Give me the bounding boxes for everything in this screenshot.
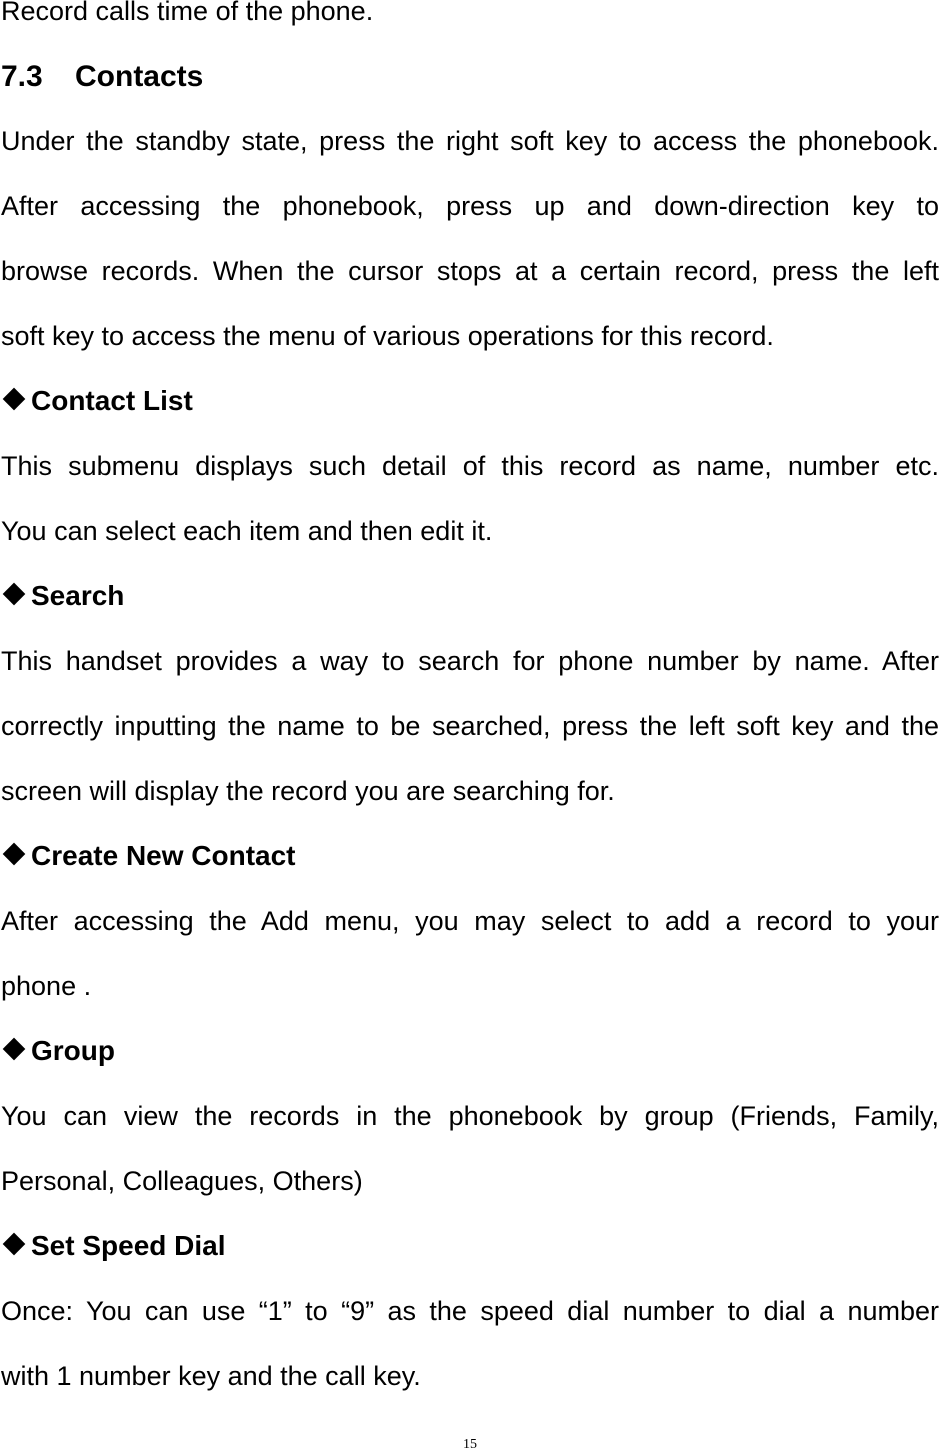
- paragraph-line: After accessing the phonebook, press up and down-direction key to: [1, 191, 939, 221]
- paragraph-line: You can select each item and then edit it.: [1, 516, 493, 546]
- paragraph-line: phone .: [1, 971, 92, 1001]
- paragraph-line: After accessing the Add menu, you may select to add a record to your: [1, 906, 939, 936]
- item-heading-set-speed-dial: [2, 1230, 226, 1262]
- item-heading-label: Search: [31, 580, 125, 611]
- item-heading-group: [2, 1035, 115, 1067]
- item-heading-search: [2, 580, 124, 612]
- bullet-diamond-icon: [3, 1233, 26, 1256]
- paragraph-line: Once: You can use “1” to “9” as the speed dial number to dial a number: [1, 1296, 939, 1326]
- paragraph-line: You can view the records in the phonebook by group (Friends, Family,: [1, 1101, 939, 1131]
- bullet-diamond-icon: [3, 1038, 26, 1061]
- bullet-diamond-icon: [3, 388, 26, 411]
- bullet-diamond-icon: [3, 583, 26, 606]
- paragraph-line: Under the standby state, press the right soft key to access the phonebook.: [1, 126, 939, 156]
- paragraph-line: browse records. When the cursor stops at a certain record, press the left: [1, 256, 939, 286]
- paragraph-line: with 1 number key and the call key.: [1, 1361, 421, 1391]
- paragraph-line: Personal, Colleagues, Others): [1, 1166, 363, 1196]
- item-heading-label: Contact List: [31, 385, 193, 416]
- paragraph-line: correctly inputting the name to be searched, press the left soft key and the: [1, 711, 939, 741]
- item-heading-label: Create New Contact: [31, 840, 296, 871]
- paragraph-line: This submenu displays such detail of this record as name, number etc.: [1, 451, 939, 481]
- item-heading-contact-list: [2, 385, 193, 417]
- item-heading-create-new-contact: [2, 840, 296, 872]
- intro-line: Record calls time of the phone.: [1, 0, 374, 26]
- paragraph-line: soft key to access the menu of various operations for this record.: [1, 321, 774, 351]
- section-title: Contacts: [75, 60, 204, 93]
- section-heading: [1, 60, 203, 94]
- paragraph-line: screen will display the record you are searching for.: [1, 776, 615, 806]
- item-heading-label: Set Speed Dial: [31, 1230, 226, 1261]
- section-number: 7.3: [1, 60, 43, 93]
- paragraph-line: This handset provides a way to search for phone number by name. After: [1, 646, 939, 676]
- bullet-diamond-icon: [3, 843, 26, 866]
- item-heading-label: Group: [31, 1035, 115, 1066]
- page-number: 15: [463, 1437, 477, 1452]
